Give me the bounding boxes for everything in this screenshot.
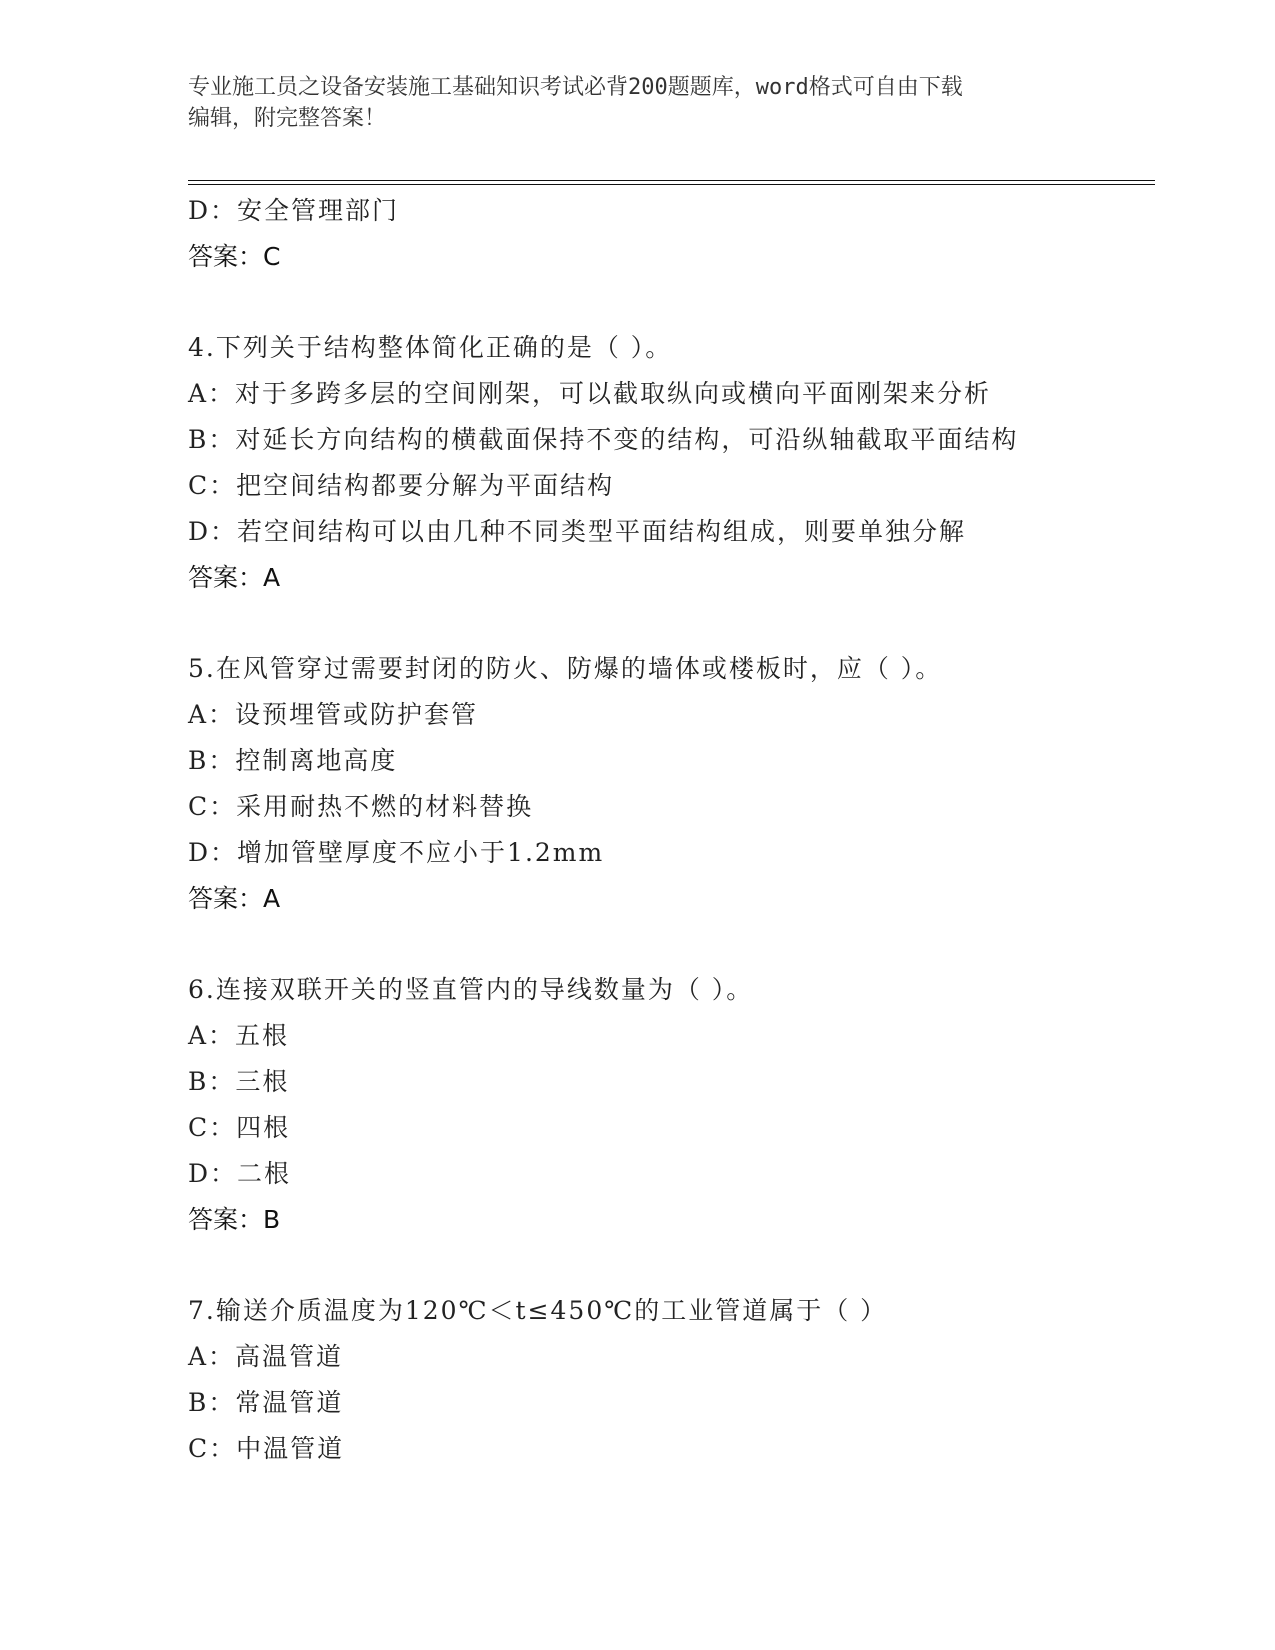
answer-line: 答案：A — [188, 563, 281, 592]
question-stem: 7.输送介质温度为120℃＜t≤450℃的工业管道属于（ ） — [188, 1296, 888, 1325]
option-d: D：安全管理部门 — [188, 196, 400, 225]
answer-line: 答案：B — [188, 1205, 281, 1234]
option-c: C：四根 — [188, 1113, 291, 1142]
answer-line: 答案：A — [188, 884, 281, 913]
option-b: B：对延长方向结构的横截面保持不变的结构，可沿纵轴截取平面结构 — [188, 425, 1019, 454]
header-divider-bottom — [188, 184, 1155, 185]
option-d: D：增加管壁厚度不应小于1.2mm — [188, 838, 605, 867]
question-stem: 5.在风管穿过需要封闭的防火、防爆的墙体或楼板时，应（ ）。 — [188, 654, 943, 683]
spacer — [188, 1243, 1148, 1288]
option-a: A：设预埋管或防护套管 — [188, 700, 479, 729]
header-divider-top — [188, 180, 1155, 181]
question-5 — [188, 646, 1148, 922]
option-d: D：若空间结构可以由几种不同类型平面结构组成，则要单独分解 — [188, 517, 967, 546]
question-6 — [188, 967, 1148, 1243]
answer-line: 答案：C — [188, 242, 281, 271]
question-list — [188, 188, 1148, 1472]
option-a: A：高温管道 — [188, 1342, 344, 1371]
spacer — [188, 922, 1148, 967]
option-c: C：采用耐热不燃的材料替换 — [188, 792, 534, 821]
option-b: B：控制离地高度 — [188, 746, 398, 775]
question-7 — [188, 1288, 1148, 1472]
question-stem: 4.下列关于结构整体简化正确的是（ ）。 — [188, 333, 673, 362]
document-header — [188, 72, 1088, 134]
option-a: A：对于多跨多层的空间刚架，可以截取纵向或横向平面刚架来分析 — [188, 379, 992, 408]
question-stem: 6.连接双联开关的竖直管内的导线数量为（ ）。 — [188, 975, 754, 1004]
option-b: B：三根 — [188, 1067, 290, 1096]
option-a: A：五根 — [188, 1021, 290, 1050]
option-c: C：把空间结构都要分解为平面结构 — [188, 471, 615, 500]
header-title-line-1: 专业施工员之设备安装施工基础知识考试必背200题题库，word格式可自由下载 — [188, 75, 963, 100]
option-c: C：中温管道 — [188, 1434, 345, 1463]
option-d: D：二根 — [188, 1159, 292, 1188]
spacer — [188, 280, 1148, 325]
header-title-line-2: 编辑，附完整答案！ — [188, 106, 387, 131]
spacer — [188, 601, 1148, 646]
option-b: B：常温管道 — [188, 1388, 344, 1417]
question-4 — [188, 325, 1148, 601]
